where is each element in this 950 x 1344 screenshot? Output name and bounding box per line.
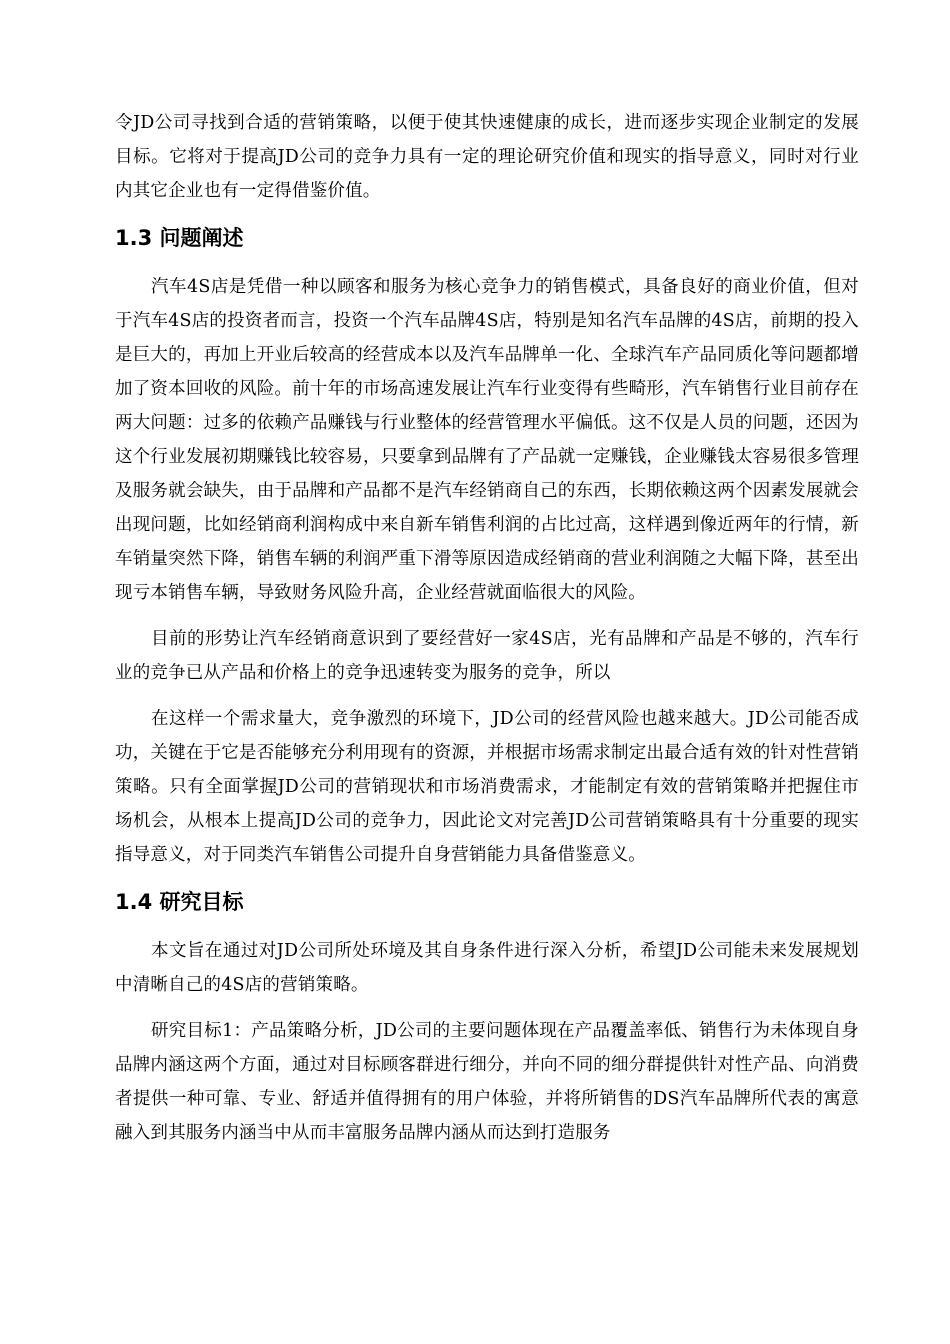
section-heading-1-4: 1.4 研究目标 xyxy=(115,890,244,914)
paragraph-problem-statement: 汽车4S店是凭借一种以顾客和服务为核心竞争力的销售模式，具备良好的商业价值，但对于汽车4S店的投资者而言，投资一个汽车品牌4S店，特别是知名汽车品牌的4S店，前期的投入是巨大的，再加上开业后较高的经营成本以及汽车品牌单一化、全球汽车产品同质化等问题都增加了资本回收的风险。前十年的市场高速发展让汽车行业变得有些畸形，汽车销售行业目前存在两大问题：过多的依赖产品赚钱与行业整体的经营管理水平偏低。这不仅是人员的问题，还因为这个行业发展初期赚钱比较容易，只要拿到品牌有了产品就一定赚钱，企业赚钱太容易很多管理及服务就会缺失，由于品牌和产品都不是汽车经销商自己的东西，长期依赖这两个因素发展就会出现问题，比如经销商利润构成中来自新车销售利润的占比过高，这样遇到像近两年的行情，新车销量突然下降，销售车辆的利润严重下滑等原因造成经销商的营业利润随之大幅下降，甚至出现亏本销售车辆，导致财务风险升高，企业经营就面临很大的风险。 xyxy=(115,277,859,603)
document-page xyxy=(115,106,859,1162)
paragraph-jd-risk: 在这样一个需求量大，竞争激烈的环境下，JD公司的经营风险也越来越大。JD公司能否成功，关键在于它是否能够充分利用现有的资源，并根据市场需求制定出最合适有效的针对性营销策略。只有全面掌握JD公司的营销现状和市场消费需求，才能制定有效的营销策略并把握住市场机会，从根本上提高JD公司的竞争力，因此论文对完善JD公司营销策略具有十分重要的现实指导意义，对于同类汽车销售公司提升自身营销能力具备借鉴意义。 xyxy=(115,709,859,865)
section-heading-1-3: 1.3 问题阐述 xyxy=(115,226,244,250)
paragraph-intro-continuation: 令JD公司寻找到合适的营销策略，以便于使其快速健康的成长，进而逐步实现企业制定的发展目标。它将对于提高JD公司的竞争力具有一定的理论研究价值和现实的指导意义，同时对行业内其它企业也有一定得借鉴价值。 xyxy=(115,113,859,201)
paragraph-current-situation: 目前的形势让汽车经销商意识到了要经营好一家4S店，光有品牌和产品是不够的，汽车行业的竞争已从产品和价格上的竞争迅速转变为服务的竞争，所以 xyxy=(115,629,859,683)
paragraph-research-purpose: 本文旨在通过对JD公司所处环境及其自身条件进行深入分析，希望JD公司能未来发展规划中清晰自己的4S店的营销策略。 xyxy=(115,941,859,995)
paragraph-research-goal-1: 研究目标1：产品策略分析，JD公司的主要问题体现在产品覆盖率低、销售行为未体现自身品牌内涵这两个方面，通过对目标顾客群进行细分，并向不同的细分群提供针对性产品、向消费者提供一种可靠、专业、舒适并值得拥有的用户体验，并将所销售的DS汽车品牌所代表的寓意融入到其服务内涵当中从而丰富服务品牌内涵从而达到打造服务 xyxy=(115,1021,859,1143)
